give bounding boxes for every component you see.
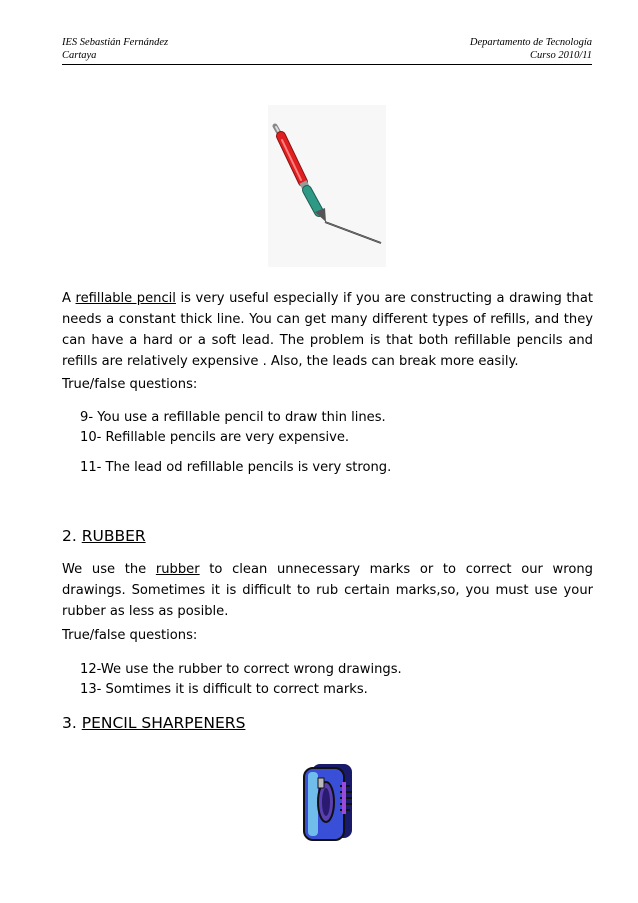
question-10: 10- Refillable pencils are very expensive. <box>80 430 350 445</box>
question-11: 11- The lead od refillable pencils is very strong. <box>80 460 392 475</box>
question-9: 9- You use a refillable pencil to draw thin lines. <box>80 410 386 425</box>
question-12: 12-We use the rubber to correct wrong drawings. <box>80 662 402 677</box>
pencil-sharpener-icon <box>300 760 358 844</box>
department-name: Departamento de Tecnología <box>469 37 592 48</box>
rubber-term: rubber <box>155 562 200 577</box>
true-false-label-2: True/false questions: <box>62 628 198 643</box>
true-false-label: True/false questions: <box>62 377 198 392</box>
question-13: 13- Somtimes it is difficult to correct marks. <box>80 682 368 697</box>
school-name: IES Sebastián Fernández <box>62 37 169 48</box>
rubber-heading: 2. RUBBER <box>62 527 146 545</box>
refillable-pencil-paragraph: A refillable pencil is very useful especially if you are constructing a drawing that needs a constant thick line. You can get many different types of refills, and they can have a hard or a soft lead. The problem is that both refillable pencils and refills are relatively expensive . Also, the leads can break more easily. <box>62 291 593 369</box>
refillable-pencil-icon <box>265 100 390 270</box>
refillable-pencil-image <box>265 100 390 274</box>
refillable-pencil-term: refillable pencil <box>75 291 176 306</box>
school-town: Cartaya <box>62 50 97 61</box>
page-header <box>62 36 592 65</box>
pencil-sharpener-image <box>300 760 358 848</box>
course-year: Curso 2010/11 <box>530 50 592 61</box>
pencil-sharpeners-heading: 3. PENCIL SHARPENERS <box>62 714 246 732</box>
rubber-paragraph: We use the rubber to clean unnecessary marks or to correct our wrong drawings. Sometimes it is difficult to rub certain marks,so, you must use your rubber as less as posible. <box>62 562 593 619</box>
